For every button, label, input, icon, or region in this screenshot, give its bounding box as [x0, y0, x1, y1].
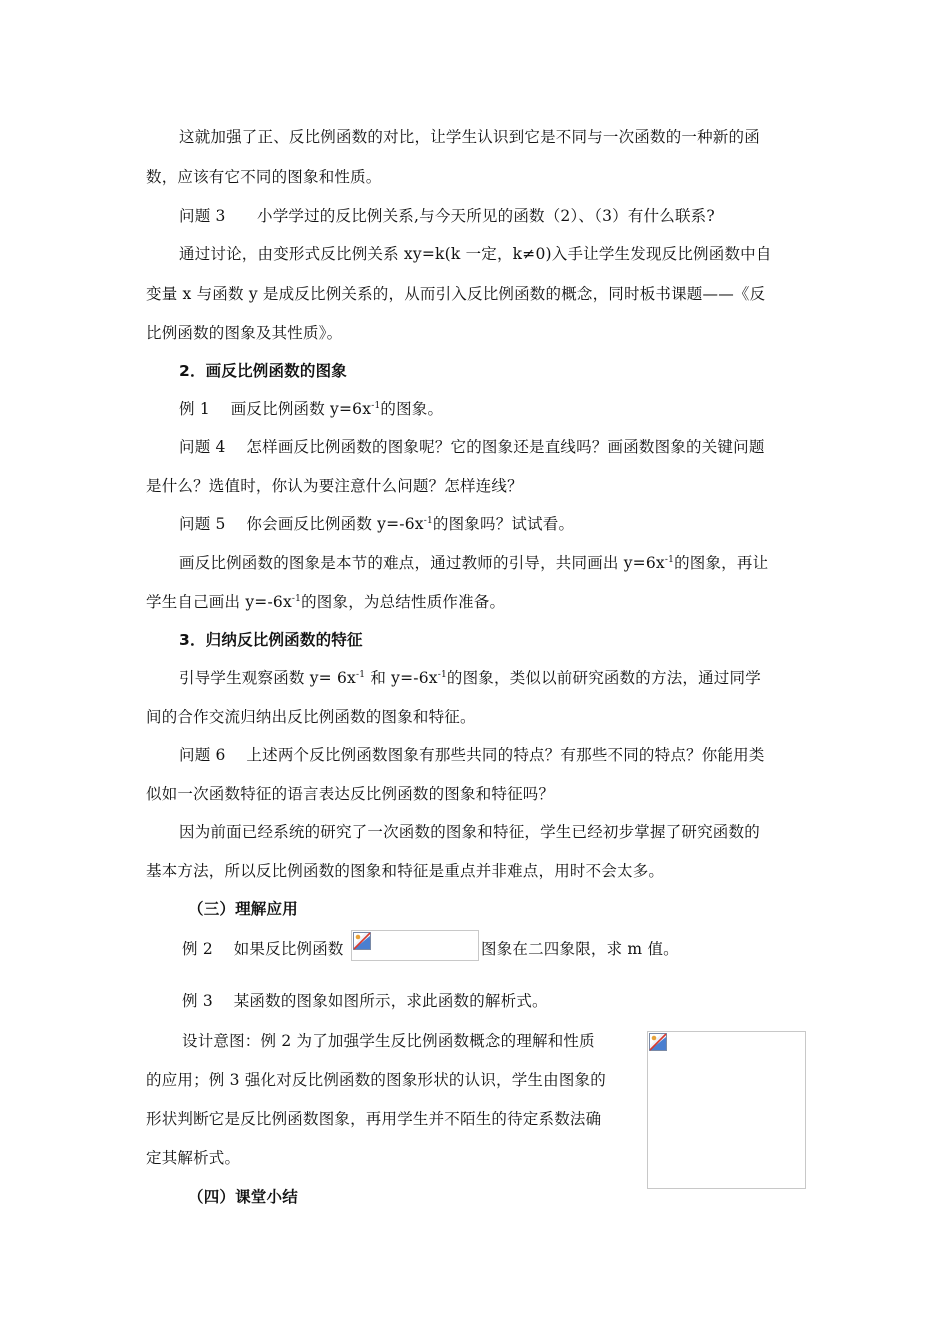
function-graph-image [647, 1031, 806, 1189]
question-5 [179, 514, 574, 534]
question-3: 问题 3 小学学过的反比例关系,与今天所见的函数（2）、（3）有什么联系? [179, 207, 715, 225]
example-1-text-end: 的图象。 [380, 400, 444, 418]
paragraph-text: 画反比例函数的图象是本节的难点，通过教师的引导，共同画出 y=6x [179, 554, 665, 572]
paragraph-line: 数，应该有它不同的图象和性质。 [146, 168, 382, 186]
paragraph-line: 的应用；例 3 强化对反比例函数的图象形状的认识，学生由图象的 [146, 1071, 606, 1089]
paragraph-line: 定其解析式。 [146, 1149, 241, 1167]
paragraph-text-end: 的图象，为总结性质作准备。 [301, 593, 506, 611]
section-heading: 3．归纳反比例函数的特征 [179, 631, 363, 649]
section-heading: （四）课堂小结 [188, 1188, 298, 1206]
formula-image [351, 930, 479, 961]
paragraph-line [146, 592, 505, 612]
exponent: -1 [356, 670, 366, 680]
section-heading: （三）理解应用 [188, 900, 298, 918]
paragraph-line: 通过讨论，由变形式反比例关系 xy=k(k 一定，k≠0)入手让学生发现反比例函数中自 [179, 245, 772, 263]
paragraph-line: 基本方法，所以反比例函数的图象和特征是重点并非难点，用时不会太多。 [146, 862, 665, 880]
paragraph-line: 这就加强了正、反比例函数的对比，让学生认识到它是不同与一次函数的一种新的函 [179, 128, 760, 146]
paragraph-line [179, 668, 761, 688]
exponent: -1 [371, 401, 381, 411]
example-1-text: 例 1 画反比例函数 y=6x [179, 400, 372, 418]
paragraph-line: 变量 x 与函数 y 是成反比例关系的，从而引入反比例函数的概念，同时板书课题——《反 [146, 285, 766, 303]
paragraph-line: 比例函数的图象及其性质》。 [146, 324, 343, 342]
example-2-text: 例 2 如果反比例函数 [182, 940, 344, 958]
question-5-text: 问题 5 你会画反比例函数 y=-6x [179, 515, 424, 533]
exponent: -1 [291, 594, 302, 604]
paragraph-text: 学生自己画出 y=-6x [146, 593, 292, 611]
example-1 [179, 399, 443, 419]
exponent: -1 [664, 555, 675, 565]
section-heading: 2．画反比例函数的图象 [179, 362, 347, 380]
question-5-text-end: 的图象吗？试试看。 [432, 515, 575, 533]
broken-image-icon [353, 932, 371, 950]
paragraph-line: 形状判断它是反比例函数图象，再用学生并不陌生的待定系数法确 [146, 1110, 602, 1128]
broken-image-icon [649, 1033, 667, 1051]
paragraph-text-end: 的图象，类似以前研究函数的方法，通过同学 [446, 669, 761, 687]
paragraph-text: 引导学生观察函数 y= 6x [179, 669, 357, 687]
paragraph-line [179, 553, 768, 573]
paragraph-line: 是什么？选值时，你认为要注意什么问题？怎样连线？ [146, 477, 523, 495]
question-4: 问题 4 怎样画反比例函数的图象呢？它的图象还是直线吗？画函数图象的关键问题 [179, 438, 765, 456]
exponent: -1 [437, 670, 447, 680]
paragraph-line: 设计意图：例 2 为了加强学生反比例函数概念的理解和性质 [182, 1032, 595, 1050]
example-2-text-end: 图象在二四象限，求 m 值。 [481, 940, 679, 958]
paragraph-text-mid: 和 y=-6x [365, 669, 438, 687]
paragraph-line: 似如一次函数特征的语言表达反比例函数的图象和特征吗？ [146, 785, 555, 803]
paragraph-line: 间的合作交流归纳出反比例函数的图象和特征。 [146, 708, 476, 726]
paragraph-text-end: 的图象，再让 [674, 554, 769, 572]
question-6: 问题 6 上述两个反比例函数图象有那些共同的特点？有那些不同的特点？你能用类 [179, 746, 765, 764]
paragraph-line: 因为前面已经系统的研究了一次函数的图象和特征，学生已经初步掌握了研究函数的 [179, 823, 760, 841]
example-3: 例 3 某函数的图象如图所示，求此函数的解析式。 [182, 992, 548, 1010]
exponent: -1 [423, 516, 433, 526]
